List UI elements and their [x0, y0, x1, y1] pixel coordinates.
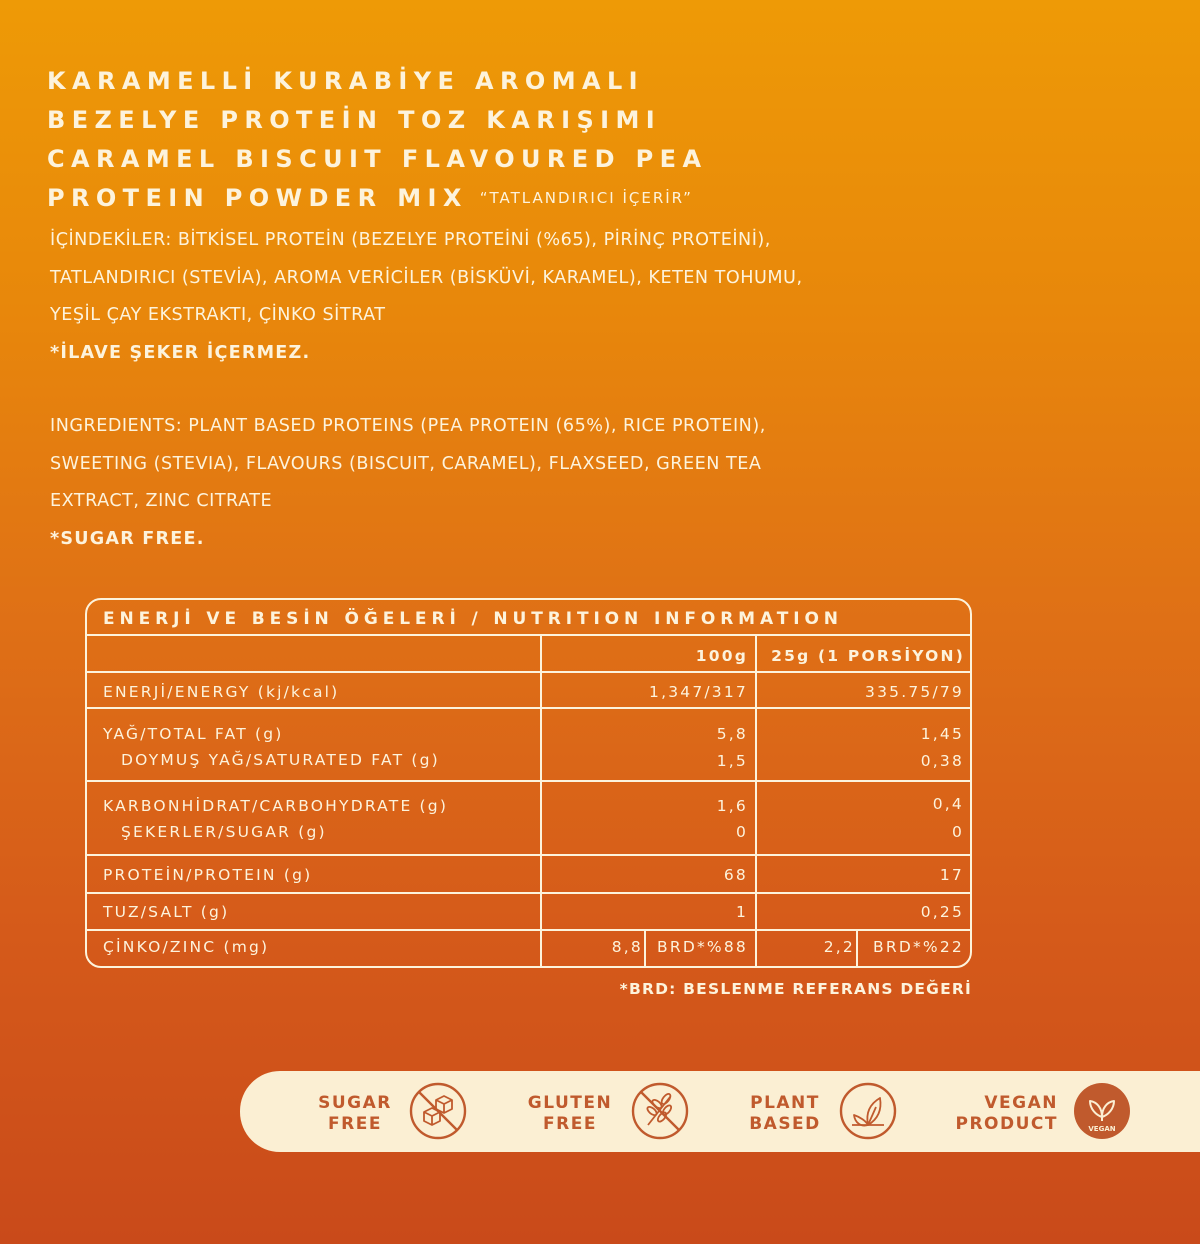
nutrition-table: [85, 598, 972, 968]
ingredients-tr-line2: TATLANDIRICI (STEVİA), AROMA VERİCİLER (BİSKÜVİ, KARAMEL), KETEN TOHUMU,: [50, 267, 803, 288]
ingredients-en: [50, 408, 766, 558]
row-protein-100g: 68: [723, 866, 748, 884]
badge-gluten-free-line2: FREE: [543, 1114, 597, 1134]
product-titles: [47, 62, 707, 218]
column-divider: [644, 929, 646, 966]
row-sugar-label: ŞEKERLER/SUGAR (g): [121, 823, 327, 841]
vegan-leaf-icon: [1072, 1081, 1132, 1141]
title-tr-line2: BEZELYE PROTEİN TOZ KARIŞIMI: [47, 106, 662, 134]
badge-vegan-line2: PRODUCT: [955, 1114, 1058, 1134]
badge-gluten-free-label: [522, 1093, 618, 1135]
table-divider: [87, 854, 970, 856]
row-protein-portion: 17: [939, 866, 964, 884]
ingredients-en-line1: INGREDIENTS: PLANT BASED PROTEINS (PEA PROTEIN (65%), RICE PROTEIN),: [50, 416, 766, 436]
badge-plant-based-line1: PLANT: [750, 1093, 820, 1113]
badge-vegan-label: [946, 1093, 1058, 1135]
row-fat-portion: 1,45: [920, 725, 964, 743]
column-divider: [540, 634, 542, 966]
table-divider: [87, 780, 970, 782]
row-carb-portion: 0,4: [932, 795, 964, 813]
title-en-line1: CARAMEL BISCUIT FLAVOURED PEA: [47, 145, 708, 173]
badge-plant-based-line2: BASED: [749, 1114, 821, 1134]
row-zinc-label: ÇİNKO/ZINC (mg): [103, 938, 270, 956]
row-zinc-brd100: BRD*%88: [657, 938, 748, 956]
row-sugar-portion: 0: [951, 823, 964, 841]
ingredients-en-line3: EXTRACT, ZINC CITRATE: [50, 491, 273, 511]
table-divider: [87, 892, 970, 894]
title-en-line2-wrap: [47, 179, 707, 218]
row-salt-100g: 1: [735, 903, 748, 921]
row-zinc-brdportion: BRD*%22: [873, 938, 964, 956]
leaf-icon: [838, 1081, 898, 1141]
table-divider: [87, 707, 970, 709]
row-energy-label: ENERJİ/ENERGY (kj/kcal): [103, 683, 340, 701]
row-protein-label: PROTEİN/PROTEIN (g): [103, 866, 313, 884]
no-wheat-icon: [630, 1081, 690, 1141]
ingredients-tr-note: *İLAVE ŞEKER İÇERMEZ.: [50, 342, 311, 363]
row-fat-100g: 5,8: [716, 725, 748, 743]
badge-plant-based-label: [740, 1093, 830, 1135]
col-header-100g: 100g: [695, 647, 748, 665]
col-header-portion: 25g (1 PORSİYON): [771, 647, 965, 665]
vegan-icon-text: VEGAN: [1088, 1125, 1116, 1133]
brd-footnote: *BRD: BESLENME REFERANS DEĞERİ: [619, 980, 972, 998]
row-fat-label: YAĞ/TOTAL FAT (g): [103, 725, 284, 743]
badge-vegan-line1: VEGAN: [984, 1093, 1058, 1113]
sweetener-note: “TATLANDIRICI İÇERİR”: [479, 189, 693, 207]
row-zinc-portion: 2,2: [823, 938, 855, 956]
row-salt-portion: 0,25: [920, 903, 964, 921]
badges-bar: [240, 1071, 1200, 1152]
row-sugar-100g: 0: [735, 823, 748, 841]
row-zinc-100g: 8,8: [611, 938, 643, 956]
row-energy-100g: 1,347/317: [649, 683, 748, 701]
ingredients-tr: [50, 222, 803, 372]
column-divider: [755, 634, 757, 966]
table-divider: [87, 634, 970, 636]
ingredients-en-line2: SWEETING (STEVIA), FLAVOURS (BISCUIT, CARAMEL), FLAXSEED, GREEN TEA: [50, 453, 762, 474]
nutrition-title: ENERJİ VE BESİN ÖĞELERİ / NUTRITION INFORMATION: [103, 609, 843, 629]
row-salt-label: TUZ/SALT (g): [103, 903, 230, 921]
row-satfat-label: DOYMUŞ YAĞ/SATURATED FAT (g): [121, 751, 440, 769]
row-energy-portion: 335.75/79: [865, 683, 964, 701]
row-satfat-portion: 0,38: [920, 752, 964, 770]
title-tr-line1: KARAMELLİ KURABİYE AROMALI: [47, 67, 644, 95]
table-divider: [87, 671, 970, 673]
title-en-line2: PROTEIN POWDER MIX: [47, 184, 468, 212]
ingredients-en-note: *SUGAR FREE.: [50, 528, 205, 549]
row-carb-100g: 1,6: [716, 797, 748, 815]
badge-sugar-free-line2: FREE: [328, 1114, 382, 1134]
badge-sugar-free-line1: SUGAR: [318, 1093, 392, 1113]
no-sugar-cubes-icon: [408, 1081, 468, 1141]
badge-gluten-free-line1: GLUTEN: [527, 1093, 613, 1113]
ingredients-tr-line1: İÇİNDEKİLER: BİTKİSEL PROTEİN (BEZELYE PROTEİNİ (%65), PİRİNÇ PROTEİNİ),: [50, 230, 771, 250]
column-divider: [856, 929, 858, 966]
ingredients-tr-line3: YEŞİL ÇAY EKSTRAKTI, ÇİNKO SİTRAT: [50, 305, 386, 325]
row-satfat-100g: 1,5: [716, 752, 748, 770]
table-divider: [87, 929, 970, 931]
badge-sugar-free-label: [310, 1093, 400, 1135]
row-carb-label: KARBONHİDRAT/CARBOHYDRATE (g): [103, 797, 449, 815]
